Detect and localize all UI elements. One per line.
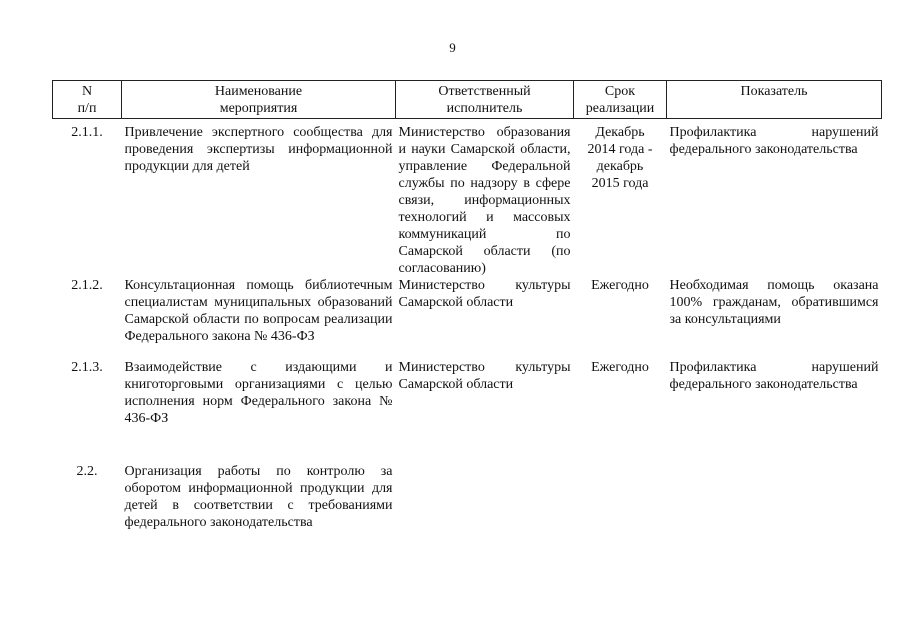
table-row — [53, 119, 882, 278]
row-indicator: Необходимая помощь оказана 100% гражданам, обратившимся за консультациями — [669, 278, 879, 327]
row-executor: Министерство культуры Самарской области — [398, 278, 571, 310]
row-name: Консультационная помощь библиотечным специалистам муниципальных образований Самарской области по вопросам реализации Федерального закона № 436-ФЗ — [124, 278, 393, 344]
activities-table — [52, 80, 882, 531]
row-name: Взаимодействие с издающими и книготорговыми организациями с целью исполнения норм Федерального закона № 436-ФЗ — [124, 360, 393, 426]
row-indicator: Профилактика нарушений федерального законодательства — [669, 360, 879, 392]
row-number: 2.1.3. — [71, 360, 103, 375]
row-executor: Министерство образования и науки Самарской области, управление Федеральной службы по надзору в сфере связи, информационных технологий и массовых коммуникаций по Самарской области (по согласованию) — [398, 125, 571, 276]
header-indicator: Показатель — [667, 81, 882, 119]
row-indicator: Профилактика нарушений федерального законодательства — [669, 125, 879, 157]
row-executor — [396, 427, 574, 531]
row-name: Организация работы по контролю за оборотом информационной продукции для детей в соответствии с требованиями федерального законодательства — [124, 464, 393, 530]
table-row — [53, 427, 882, 531]
row-executor: Министерство культуры Самарской области — [398, 360, 571, 392]
row-term — [574, 427, 667, 531]
row-name: Привлечение экспертного сообщества для проведения экспертизы информационной продукции для детей — [124, 125, 393, 174]
table-row — [53, 277, 882, 345]
row-indicator — [667, 427, 882, 531]
header-name: Наименование мероприятия — [122, 81, 396, 119]
row-term: Ежегодно — [591, 278, 649, 293]
row-number: 2.1.2. — [71, 278, 103, 293]
table-row — [53, 345, 882, 427]
header-executor: Ответственный исполнитель — [396, 81, 574, 119]
row-term: Ежегодно — [591, 360, 649, 375]
table-header-row — [53, 81, 882, 119]
row-term: Декабрь 2014 года - декабрь 2015 года — [587, 125, 653, 191]
row-number: 2.1.1. — [71, 125, 103, 140]
header-number: N п/п — [53, 81, 122, 119]
header-term: Срок реализации — [574, 81, 667, 119]
page-number: 9 — [449, 40, 456, 55]
row-number: 2.2. — [76, 464, 98, 479]
